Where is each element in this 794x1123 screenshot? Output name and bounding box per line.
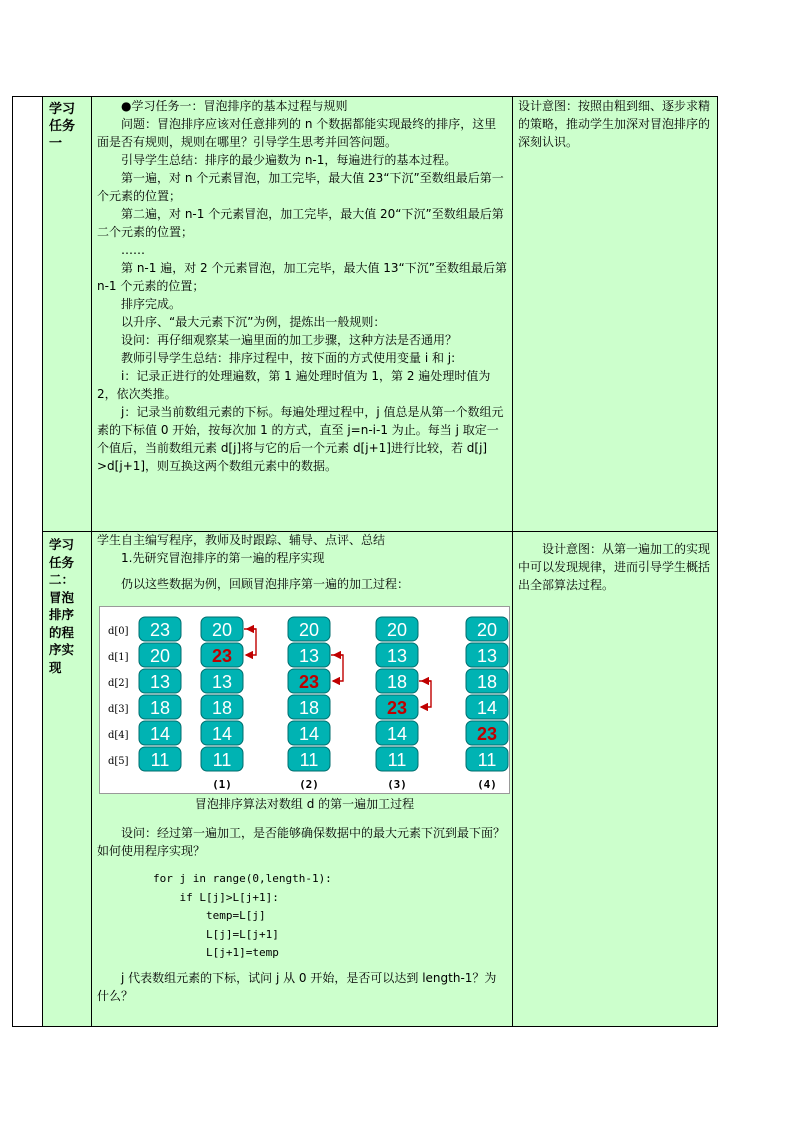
value-label: 20 [149,646,171,666]
row2-intent-cell [512,531,717,1026]
paragraph: i：记录正进行的处理遍数，第 1 遍处理时值为 1，第 2 遍处理时值为 2，依次类推。 [97,369,491,401]
value-label: 23 [149,620,171,640]
value-label: 18 [149,698,171,718]
table-border-right [717,96,718,1027]
row1-label: 学习任务一 [49,102,76,151]
row1-intent-cell [512,96,717,531]
value-label: 14 [386,724,408,744]
value-label: 14 [476,698,498,718]
paragraph: 仍以这些数据为例，回顾冒泡排序第一遍的加工过程： [121,577,410,591]
value-label: 14 [211,724,233,744]
paragraph: 以升序、“最大元素下沉”为例，提炼出一般规则： [121,315,386,329]
row1-content [97,97,508,475]
paragraph: 第一遍，对 n 个元素冒泡，加工完毕，最大值 23“下沉”至数组最后第一个元素的位置； [97,171,504,203]
paragraph: 学生自主编写程序，教师及时跟踪、辅导、点评、总结 [97,533,386,547]
value-label: 18 [298,698,320,718]
code-block [97,870,508,963]
bubble-sort-diagram [100,607,509,793]
value-label: 11 [477,750,497,770]
table-col-divider [512,96,513,1027]
value-label: 18 [211,698,233,718]
code-line: L[j]=L[j+1] [153,927,279,941]
value-label: 14 [149,724,171,744]
row2-content-bottom [97,824,508,1005]
task1-heading: ●学习任务一：冒泡排序的基本过程与规则 [121,99,348,113]
value-label: 11 [212,750,232,770]
row1-design-intent: 设计意图：按照由粗到细、逐步求精的策略，推动学生加深对冒泡排序的深刻认识。 [518,99,711,149]
row2-design-intent: 设计意图：从第一遍加工的实现中可以发现规律，进而引导学生概括出全部算法过程。 [518,542,711,592]
value-label: 13 [386,646,408,666]
value-label: 11 [150,750,170,770]
value-label: 18 [476,672,498,692]
step-label: (4) [477,778,497,791]
row-index-label: d[1] [108,652,129,663]
paragraph: 设问：再仔细观察某一遍里面的加工步骤，这种方法是否通用？ [121,333,458,347]
paragraph: j：记录当前数组元素的下标。每遍处理过程中，j 值总是从第一个数组元素的下标值 0 开始，按每次加 1 的方式，直至 j=n-i-1 为止。每当 j 取定一个值后，当前数组元素 d[j]将与它的后一个元素 d[j+1]进行比较，若 d[j] >d[j+1]，则互换这两个数组元素中的数据。 [97,405,504,473]
question: 设问：经过第一遍加工，是否能够确保数据中的最大元素下沉到最下面？如何使用程序实现？ [97,826,506,858]
code-line: for j in range(0,length-1): [153,872,332,885]
table-border-left [12,96,13,1027]
value-label: 13 [476,646,498,666]
row-index-label: d[0] [108,626,129,637]
step-label: (3) [387,778,407,791]
subheading: 1.先研究冒泡排序的第一遍的程序实现 [121,551,325,565]
table-border-bottom [12,1026,718,1027]
value-label: 13 [211,672,233,692]
paragraph: 教师引导学生总结：排序过程中，按下面的方式使用变量 i 和 j: [121,351,456,365]
swap-arrow [331,655,343,681]
value-label: 23 [386,698,408,718]
paragraph: 排序完成。 [121,297,182,311]
value-label: 13 [149,672,171,692]
value-label: 14 [298,724,320,744]
step-label: (1) [212,778,232,791]
ellipsis: …… [121,243,145,257]
row-index-label: d[2] [108,678,129,689]
table-col-divider [91,96,92,1027]
value-label: 23 [211,646,233,666]
value-label: 20 [476,620,498,640]
row2-label: 学习任务二：冒泡排序的程序实现 [49,537,75,675]
row2-content-top [97,531,508,593]
row1-label-cell [42,96,91,531]
value-label: 23 [476,724,498,744]
table-col-divider [42,96,43,1027]
value-label: 23 [298,672,320,692]
value-label: 13 [298,646,320,666]
value-label: 20 [211,620,233,640]
code-line: temp=L[j] [153,909,266,922]
value-label: 20 [386,620,408,640]
row-index-label: d[5] [108,756,129,767]
paragraph: 问题：冒泡排序应该对任意排列的 n 个数据都能实现最终的排序，这里面是否有规则，规则在哪里？引导学生思考并回答问题。 [97,117,497,149]
figure-caption: 冒泡排序算法对数组 d 的第一遍加工过程 [194,797,415,811]
paragraph: 第二遍，对 n-1 个元素冒泡，加工完毕，最大值 20“下沉”至数组最后第二个元素的位置； [97,207,504,239]
step-label: (2) [299,778,319,791]
swap-arrow [244,629,256,655]
value-label: 11 [387,750,407,770]
paragraph: 引导学生总结：排序的最少遍数为 n-1，每遍进行的基本过程。 [121,153,457,167]
value-label: 18 [386,672,408,692]
row-index-label: d[4] [108,730,129,741]
closing-question: j 代表数组元素的下标，试问 j 从 0 开始，是否可以达到 length-1？为什么？ [97,970,497,1003]
value-label: 20 [298,620,320,640]
bubble-sort-figure [99,606,510,794]
value-label: 11 [299,750,319,770]
code-line: if L[j]>L[j+1]: [153,890,279,904]
row-index-label: d[3] [108,704,129,715]
code-line: L[j+1]=temp [153,946,279,959]
swap-arrow [419,681,431,707]
paragraph: 第 n-1 遍，对 2 个元素冒泡，加工完毕，最大值 13“下沉”至数组最后第 n-1 个元素的位置； [97,261,507,293]
